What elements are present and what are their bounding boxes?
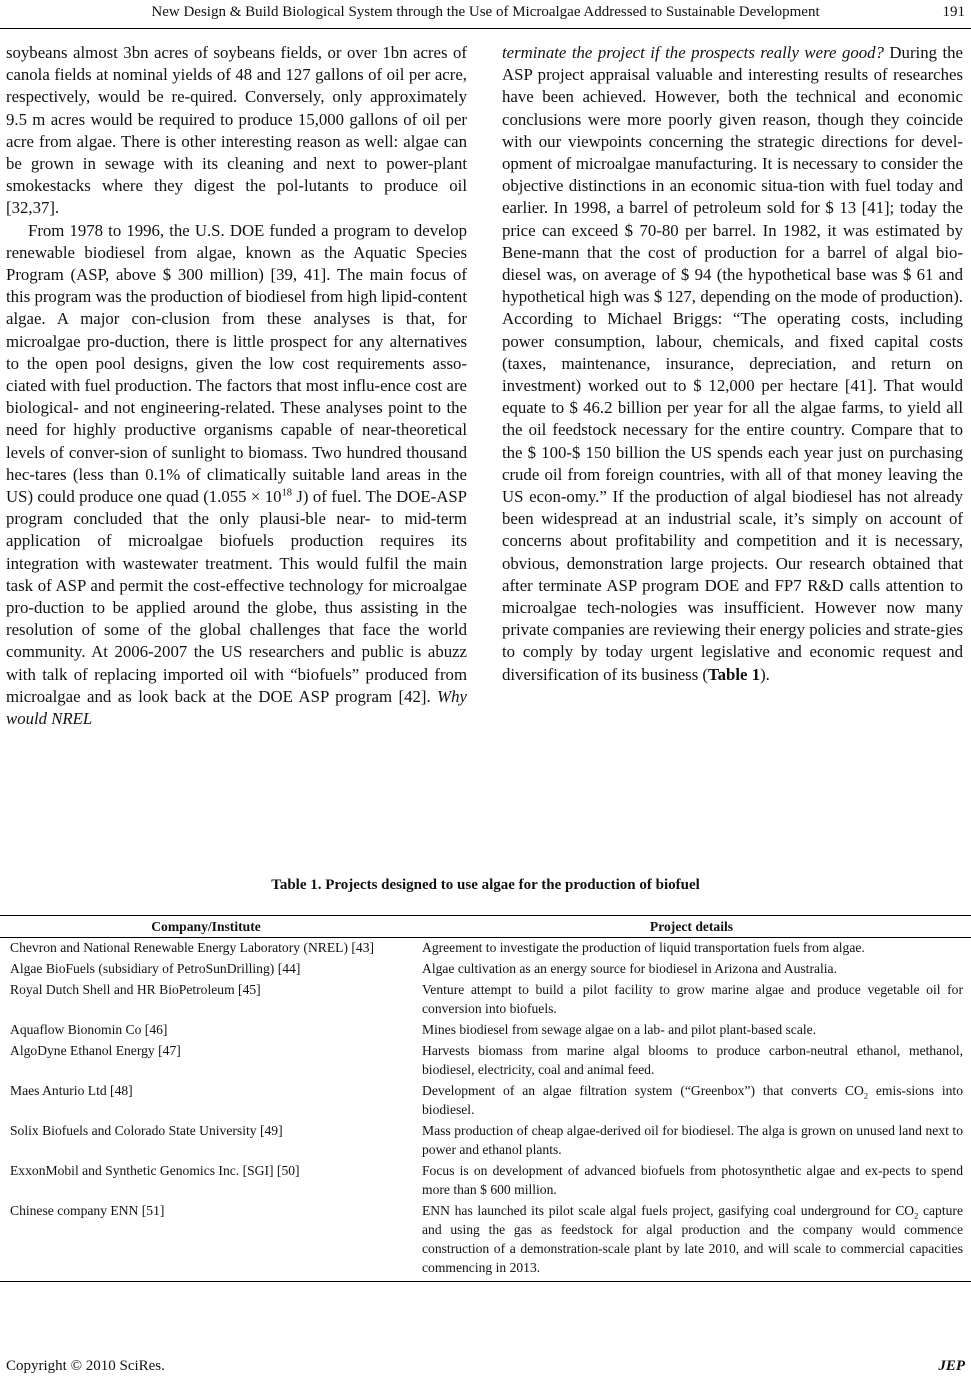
details-cell: Algae cultivation as an energy source for biodiesel in Arizona and Australia. — [422, 961, 837, 976]
subscript: 2 — [914, 1210, 919, 1221]
paragraph-3-italic: terminate the project if the prospects really were good? — [502, 43, 884, 62]
table-header-row — [0, 916, 971, 938]
body-text — [6, 42, 964, 852]
details-text: Development of an algae filtration system (“Greenbox”) that converts CO — [422, 1083, 864, 1098]
running-title: New Design & Build Biological System through the Use of Microalgae Addressed to Sustainable Development — [151, 4, 820, 20]
right-column — [502, 42, 963, 686]
details-cell — [412, 1201, 971, 1282]
paragraph-2-part-a: From 1978 to 1996, the U.S. DOE funded a program to develop renewable biodiesel from algae, known as the Aquatic Species Program (ASP, above $ 300 million) [39, 41]. The main focus of this program was the production of biodiesel from high lipid-content algae. A major con-clusion from these analyses is that, for microalgae pro-duction, there is little prospect for any alternatives to the open pool designs, given the low cost requirements asso-ciated with fuel production. The factors that most influ-ence cost are biological- and not engineering-related. These analyses point to the need for highly productive organisms capable of near-theoretical levels of conver-sion of sunlight to biomass. Two hundred thousand hec-tares (less than 0.1% of climatically suitable land areas in the US) could produce one quad (1.055 × 10 — [6, 220, 467, 507]
copyright-footer: Copyright © 2010 SciRes. — [6, 1358, 165, 1374]
paragraph-2-part-b: J) of fuel. The DOE-ASP program concluded that the only plausi-ble near- to mid-term application of microalgae biofuels production requires its integration with wastewater treatment. This would fulfil the main task of ASP and permit the cost-effective technology for microalgae pro-duction to be applied around the globe, thus assisting in the resolution of some of the global challenges that face the world community. At 2006-2007 the US researchers and public is abuzz with talk of replacing imported oil with “biofuels” produced from microalgae and as look back at the DOE ASP program [42]. — [6, 487, 467, 706]
details-cell: Harvests biomass from marine algal blooms to produce carbon-neutral ethanol, methanol, biodiesel, electricity, coal and animal feed. — [422, 1043, 963, 1077]
table-row — [0, 1121, 971, 1161]
header-company: Company/Institute — [0, 916, 412, 938]
table-row — [0, 1081, 971, 1121]
table-row — [0, 959, 971, 980]
table-row — [0, 980, 971, 1020]
header-details: Project details — [412, 916, 971, 938]
page-number: 191 — [942, 4, 965, 20]
table-reference: Table 1 — [708, 664, 761, 684]
details-cell: Focus is on development of advanced biofuels from photosynthetic algae and ex-pects to spend more than $ 600 million. — [422, 1163, 963, 1197]
table-row — [0, 1020, 971, 1041]
details-text: ENN has launched its pilot scale algal fuels project, gasifying coal underground for CO — [422, 1203, 915, 1218]
details-cell: Mass production of cheap algae-derived oil for biodiesel. The alga is grown on unused land next to power and ethanol plants. — [422, 1123, 963, 1157]
details-text: capture and using the gas as feedstock for algal production and the company would commence construction of a demonstration-scale plant by late 2010, and will scale to commercial capacities commencing in 2013. — [422, 1203, 963, 1275]
paragraph-1: soybeans almost 3bn acres of soybeans fields, or over 1bn acres of canola fields at nominal yields of 48 and 127 gallons of oil per acre, respectively, would be re-quired. Conversely, only approximately 9.5 m acres would be required to produce 15,000 gallons of oil per acre from algae. There is other interesting reason as well: algae can be grown in sewage with its cleaning and next to power-plant smokestacks where they digest the pol-lutants to produce oil [32,37]. — [6, 43, 467, 218]
paragraph-2-italic: Why would NREL — [6, 686, 467, 729]
details-cell: Mines biodiesel from sewage algae on a lab- and pilot plant-based scale. — [422, 1022, 817, 1037]
company-cell: AlgoDyne Ethanol Energy [47] — [10, 1043, 181, 1058]
details-cell — [412, 1081, 971, 1121]
details-cell: Venture attempt to build a pilot facility to grow marine algae and produce vegetable oil for conversion into biofuels. — [422, 982, 963, 1016]
company-cell: Chevron and National Renewable Energy Laboratory (NREL) [43] — [10, 940, 375, 955]
table-row — [0, 1161, 971, 1201]
table-caption: Table 1. Projects designed to use algae for the production of biofuel — [271, 877, 700, 893]
table-row — [0, 1201, 971, 1282]
paragraph-3-end: ). — [760, 664, 770, 684]
running-header — [0, 0, 971, 29]
exponent: 18 — [281, 487, 292, 499]
subscript: 2 — [863, 1090, 869, 1101]
projects-table — [0, 915, 971, 1282]
company-cell: Royal Dutch Shell and HR BioPetroleum [45] — [10, 982, 261, 997]
paragraph-3-body: During the ASP project appraisal valuable and interesting results of researches have been achieved. However, both the technical and economic conclusions were more poorly given reason, though they coincide with our viewpoints concerning the strategic directions for devel-opment of microalgae manufacturing. It is necessary to consider the objective distinctions in an economic situa-tion with fuel today and earlier. In 1998, a barrel of petroleum sold for $ 13 [41]; today the price can exceed $ 70-80 per barrel. In 1982, it was estimated by Bene-mann that the cost of production for a barrel of algal bio-diesel was, on average of $ 94 (the hypothetical base was $ 61 and hypothetical high was $ 127, depending on the mode of production). According to Michael Briggs: “The operating costs, including power consumption, labour, chemicals, and fixed capital costs (taxes, maintenance, insurance, depreciation, and return on investment) worked out to $ 12,000 per hectare [41]. That would equate to $ 46.2 billion per year for all the algae farms, to yield all the oil feedstock necessary for the entire country. Compare that to the $ 100-$ 150 billion the US spends each year just on purchasing crude oil from foreign countries, with all of that money leaving the US econ-omy.” If the production of algal biodiesel has not already been widespread at an industrial scale, it’s simply on account of concerns about profitability and competition and it is necessary, obvious, demonstration large projects. Our research obtained that after terminate ASP program DOE and FP7 R&D calls attention to microalgae tech-nologies was insufficient. However now many private companies are reviewing their energy policies and strate-gies to comply by today urgent legislative and economic request and diversification of its business ( — [502, 43, 963, 684]
company-cell: ExxonMobil and Synthetic Genomics Inc. [SGI] [50] — [10, 1163, 300, 1178]
company-cell: Solix Biofuels and Colorado State University [49] — [10, 1123, 283, 1138]
company-cell: Algae BioFuels (subsidiary of PetroSunDrilling) [44] — [10, 961, 301, 976]
company-cell: Chinese company ENN [51] — [0, 1201, 412, 1282]
paragraph-3 — [502, 42, 963, 686]
left-column — [6, 42, 467, 730]
details-cell: Agreement to investigate the production of liquid transportation fuels from algae. — [422, 940, 865, 955]
table-row — [0, 1041, 971, 1081]
paragraph-2 — [6, 220, 467, 731]
journal-abbrev: JEP — [938, 1358, 965, 1374]
table-row — [0, 938, 971, 960]
company-cell: Maes Anturio Ltd [48] — [10, 1083, 133, 1098]
company-cell: Aquaflow Bionomin Co [46] — [10, 1022, 168, 1037]
details-text: emis-sions into biodiesel. — [422, 1083, 963, 1117]
